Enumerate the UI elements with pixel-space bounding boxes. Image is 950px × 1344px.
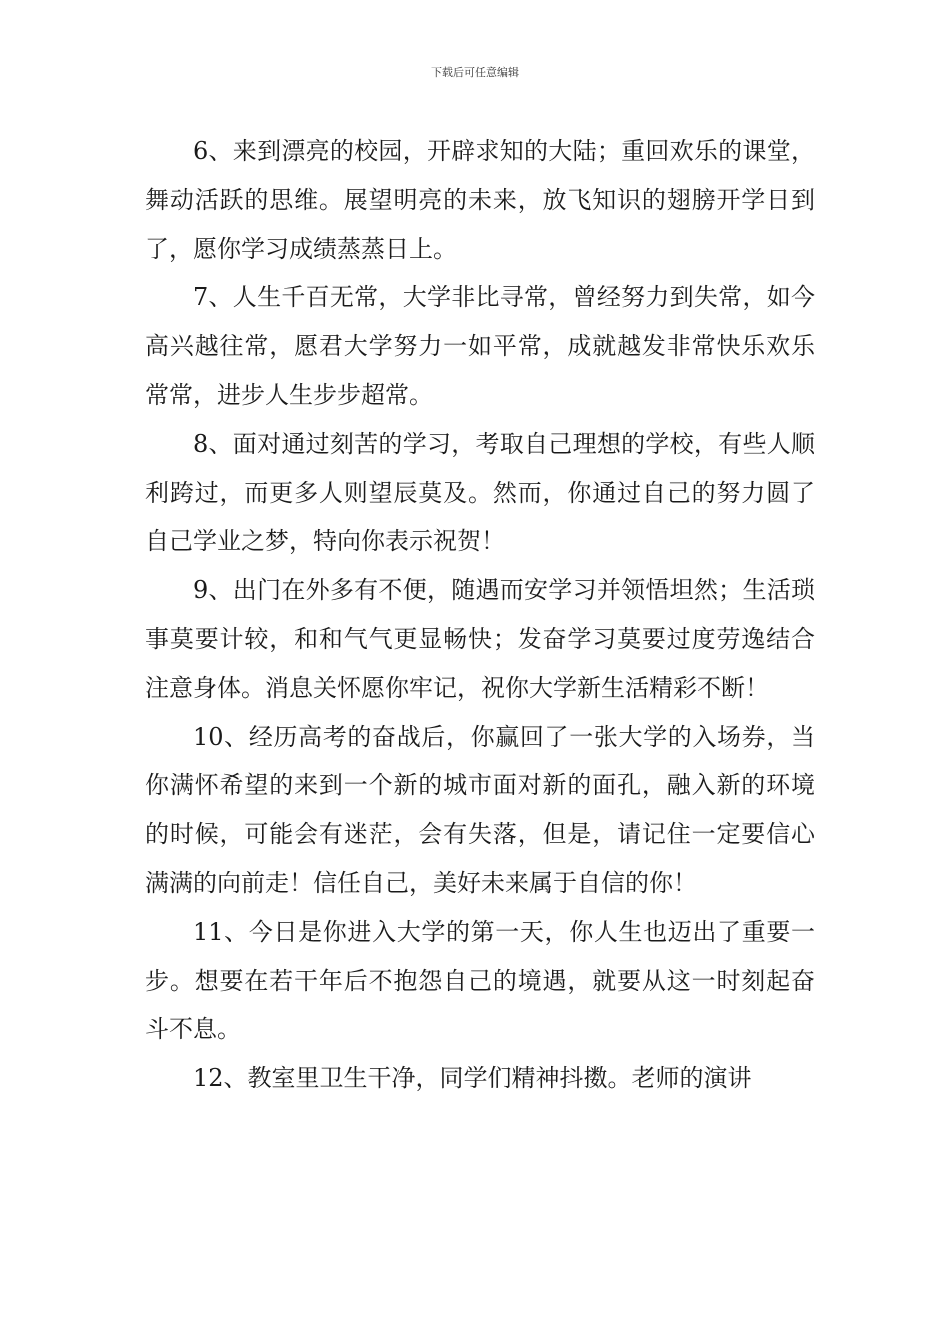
paragraph-8: 8、面对通过刻苦的学习，考取自己理想的学校，有些人顺利跨过，而更多人则望辰莫及。然而，你通过自己的努力圆了自己学业之梦，特向你表示祝贺！ [145,429,815,556]
document-body [145,127,815,1103]
page-header-note: 下载后可任意编辑 [431,66,519,79]
paragraph-7: 7、人生千百无常，大学非比寻常，曾经努力到失常，如今高兴越往常，愿君大学努力一如平常，成就越发非常快乐欢乐常常，进步人生步步超常。 [145,283,815,409]
paragraph-10: 10、经历高考的奋战后，你赢回了一张大学的入场券，当你满怀希望的来到一个新的城市面对新的面孔，融入新的环境的时候，可能会有迷茫，会有失落，但是，请记住一定要信心满满的向前走！信任自己，美好未来属于自信的你！ [145,722,815,897]
paragraph-9: 9、出门在外多有不便，随遇而安学习并领悟坦然；生活琐事莫要计较，和和气气更显畅快；发奋学习莫要过度劳逸结合注意身体。消息关怀愿你牢记，祝你大学新生活精彩不断！ [145,576,815,702]
paragraph-12: 12、教室里卫生干净，同学们精神抖擞。老师的演讲 [193,1064,752,1093]
paragraph-11: 11、今日是你进入大学的第一天，你人生也迈出了重要一步。想要在若干年后不抱怨自己的境遇，就要从这一时刻起奋斗不息。 [145,917,815,1044]
paragraph-6: 6、来到漂亮的校园，开辟求知的大陆；重回欢乐的课堂，舞动活跃的思维。展望明亮的未来，放飞知识的翅膀开学日到了，愿你学习成绩蒸蒸日上。 [145,137,815,263]
